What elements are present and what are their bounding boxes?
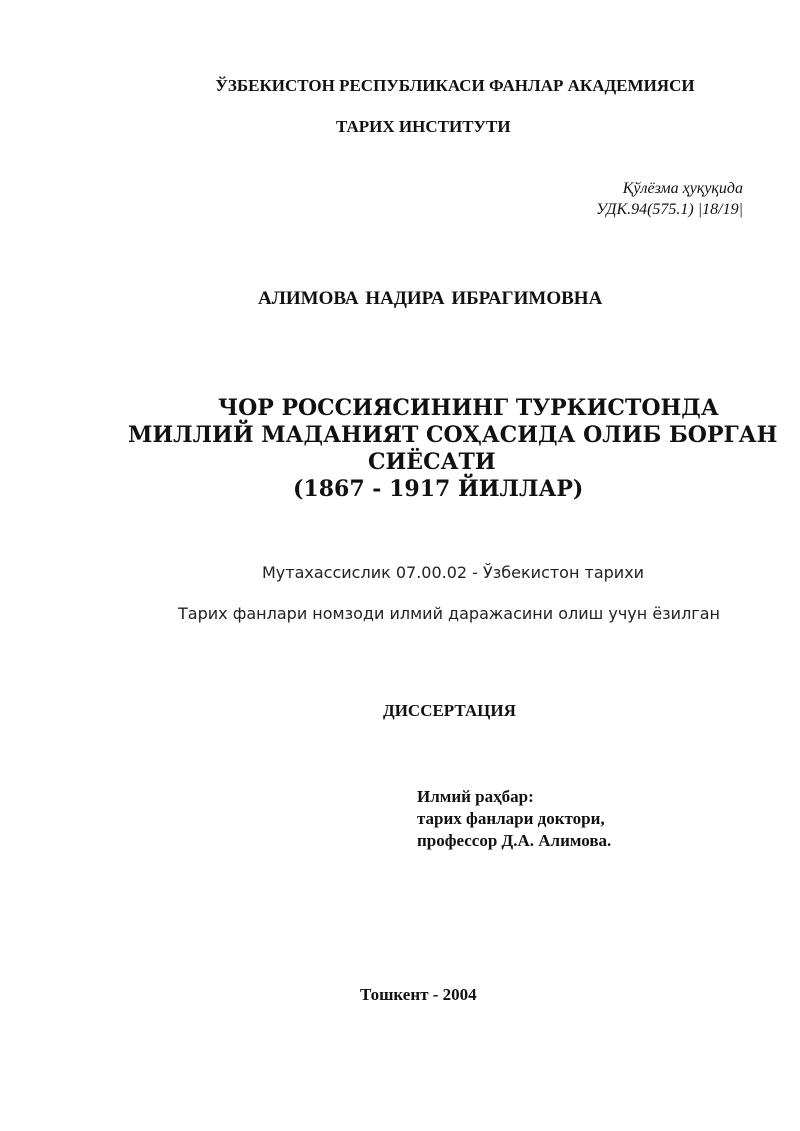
institute-name: ТАРИХ ИНСТИТУТИ: [336, 117, 511, 136]
document-type: ДИССЕРТАЦИЯ: [383, 701, 516, 720]
speciality-line: Мутахассислик 07.00.02 - Ўзбекистон тарихи: [262, 563, 645, 582]
purpose-line: Тарих фанлари номзоди илмий даражасини олиш учун ёзилган: [178, 604, 720, 623]
city-year: Тошкент - 2004: [360, 985, 477, 1004]
supervisor-label: Илмий раҳбар:: [417, 787, 534, 806]
title-line-2: МИЛЛИЙ МАДАНИЯТ СОҲАСИДА ОЛИБ БОРГАН: [128, 422, 778, 448]
udk-code: УДК.94(575.1) |18/19|: [596, 201, 743, 218]
supervisor-block: [417, 786, 611, 852]
academy-name: ЎЗБЕКИСТОН РЕСПУБЛИКАСИ ФАНЛАР АКАДЕМИЯСИ: [215, 76, 695, 95]
title-line-4: (1867 - 1917 ЙИЛЛАР): [293, 476, 584, 502]
manuscript-rights: Қўлёзма ҳуқуқида: [622, 180, 743, 197]
title-line-1: ЧОР РОССИЯСИНИНГ ТУРКИСТОНДА: [218, 395, 719, 421]
author-name: АЛИМОВА НАДИРА ИБРАГИМОВНА: [258, 288, 603, 309]
title-line-3: СИЁСАТИ: [368, 449, 496, 475]
rights-block: [596, 178, 743, 220]
supervisor-degree: тарих фанлари доктори,: [417, 809, 605, 828]
supervisor-name: профессор Д.А. Алимова.: [417, 831, 612, 850]
